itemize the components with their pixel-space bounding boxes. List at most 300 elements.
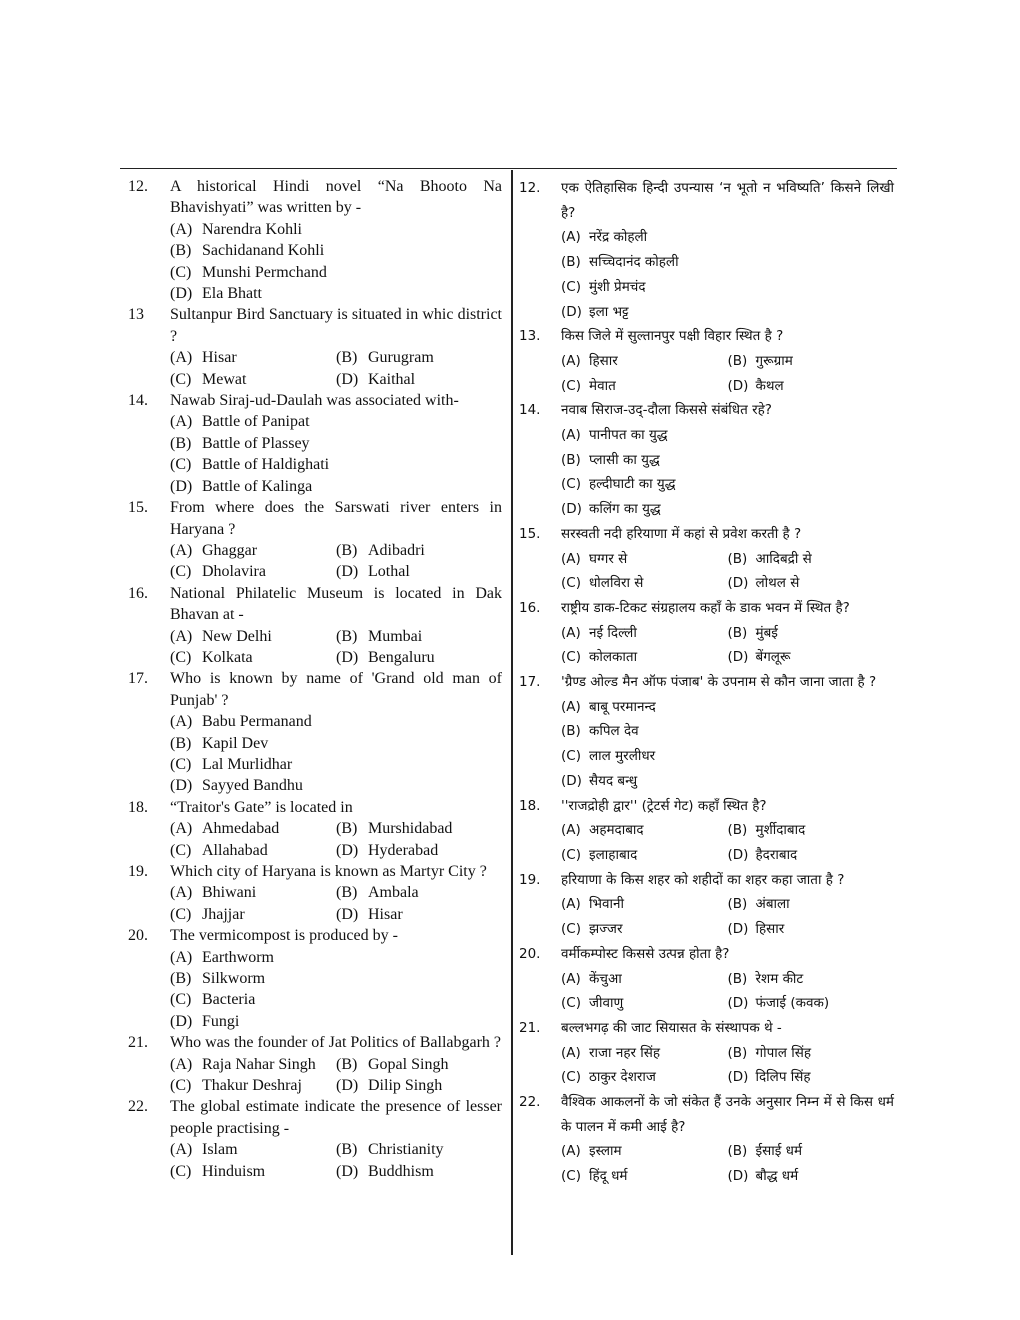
option-text: Bacteria <box>202 991 256 1009</box>
answer-option[interactable] <box>728 1164 895 1189</box>
option-text: Adibadri <box>368 541 425 559</box>
answer-option[interactable] <box>728 374 895 399</box>
option-text: Gopal Singh <box>368 1055 449 1073</box>
option-letter: (C) <box>170 991 192 1009</box>
answer-option[interactable] <box>561 917 728 942</box>
answer-option[interactable] <box>170 1139 336 1160</box>
answer-option[interactable] <box>170 947 502 968</box>
option-letter: (B) <box>561 723 581 740</box>
option-text: Ela Bhatt <box>202 285 262 303</box>
options-row <box>170 647 502 668</box>
question-hindi <box>519 324 894 398</box>
question-number: 15. <box>519 525 541 542</box>
answer-option[interactable] <box>170 369 336 390</box>
answer-option[interactable] <box>561 423 894 448</box>
option-letter: (A) <box>170 948 193 966</box>
question-number: 13. <box>519 328 541 345</box>
options-row <box>561 1139 894 1164</box>
option-text: Dholavira <box>202 563 266 581</box>
answer-option[interactable] <box>728 843 895 868</box>
question-number: 22. <box>128 1098 148 1116</box>
question-body <box>170 1096 502 1182</box>
option-text: हिंदू धर्म <box>589 1168 628 1185</box>
question-hindi <box>519 522 894 596</box>
question-text: A historical Hindi novel “Na Bhooto Na Bhavishyati” was written by - <box>170 178 502 217</box>
answer-option[interactable] <box>170 347 336 368</box>
option-letter: (B) <box>727 1143 748 1160</box>
answer-option[interactable] <box>336 840 502 861</box>
option-text: हल्दीघाटी का युद्ध <box>589 476 676 493</box>
option-letter: (C) <box>170 841 192 859</box>
answer-option[interactable] <box>561 744 894 769</box>
question-english <box>128 583 502 669</box>
answer-option[interactable] <box>170 262 502 283</box>
option-text: हैदराबाद <box>755 846 798 863</box>
answer-option[interactable] <box>336 1161 502 1182</box>
option-letter: (B) <box>336 627 358 645</box>
option-text: घग्गर से <box>589 550 628 567</box>
question-number: 21. <box>128 1034 148 1052</box>
option-letter: (B) <box>561 254 581 271</box>
options-row <box>561 967 894 992</box>
question-number: 14. <box>128 392 148 410</box>
question-text: The vermicompost is produced by - <box>170 927 398 945</box>
option-letter: (D) <box>561 772 582 789</box>
option-text: Battle of Panipat <box>202 413 310 431</box>
options-row <box>170 1161 502 1182</box>
answer-option[interactable] <box>561 1164 728 1189</box>
answer-option[interactable] <box>728 571 895 596</box>
option-letter: (C) <box>561 476 581 493</box>
option-text: Lothal <box>368 563 410 581</box>
options-row <box>170 1139 502 1160</box>
question-english <box>128 668 502 796</box>
answer-option[interactable] <box>561 645 728 670</box>
answer-option[interactable] <box>336 369 502 390</box>
answer-option[interactable] <box>728 991 895 1016</box>
answer-option[interactable] <box>170 711 502 732</box>
answer-option[interactable] <box>336 347 502 368</box>
option-letter: (C) <box>170 563 192 581</box>
answer-option[interactable] <box>561 374 728 399</box>
option-letter: (A) <box>561 822 581 839</box>
option-letter: (B) <box>727 624 748 641</box>
option-letter: (C) <box>170 456 192 474</box>
question-body <box>561 868 894 942</box>
options-row <box>561 1164 894 1189</box>
option-letter: (C) <box>561 995 581 1012</box>
question-number: 12. <box>519 180 541 196</box>
option-letter: (C) <box>561 1168 581 1185</box>
question-number: 15. <box>128 499 148 517</box>
option-text: इला भट्ट <box>589 303 629 320</box>
answer-option[interactable] <box>170 1161 336 1182</box>
options-row <box>170 882 502 903</box>
question-body <box>561 1016 894 1090</box>
question-body <box>170 304 502 390</box>
answer-option[interactable] <box>170 989 502 1010</box>
option-text: हिसार <box>755 921 785 938</box>
question-text: Who was the founder of Jat Politics of Ballabgarh ? <box>170 1034 502 1052</box>
option-text: Kolkata <box>202 648 253 666</box>
answer-option[interactable] <box>561 967 728 992</box>
question-body <box>170 583 502 669</box>
options-row <box>561 843 894 868</box>
option-letter: (D) <box>336 370 359 388</box>
answer-option[interactable] <box>561 300 894 325</box>
option-letter: (C) <box>561 649 581 666</box>
hindi-column <box>519 176 894 1189</box>
answer-option[interactable] <box>170 775 502 796</box>
question-text: नवाब सिराज-उद्-दौला किससे संबंधित रहे? <box>561 402 772 419</box>
answer-option[interactable] <box>170 240 502 261</box>
question-body <box>170 797 502 861</box>
answer-option[interactable] <box>561 250 894 275</box>
question-hindi <box>519 868 894 942</box>
question-english <box>128 797 502 861</box>
option-text: नरेंद्र कोहली <box>589 229 648 246</box>
answer-option[interactable] <box>336 1075 502 1096</box>
option-letter: (A) <box>561 427 581 444</box>
options-row <box>561 991 894 1016</box>
question-number: 21. <box>519 1019 541 1036</box>
question-number: 12. <box>128 178 148 195</box>
option-letter: (A) <box>561 229 581 246</box>
question-english <box>128 1096 502 1182</box>
option-text: Earthworm <box>202 948 274 966</box>
option-letter: (D) <box>170 777 193 795</box>
option-text: Christianity <box>368 1141 444 1159</box>
option-text: गुरूग्राम <box>755 352 793 369</box>
question-body <box>170 668 502 796</box>
options-row <box>170 1075 502 1096</box>
options-row <box>561 917 894 942</box>
question-text: National Philatelic Museum is located in Dak Bhavan at - <box>170 584 502 624</box>
column-divider <box>511 170 513 1255</box>
option-text: फंजाई (कवक) <box>755 995 830 1012</box>
options-row <box>561 1065 894 1090</box>
question-number: 13 <box>128 306 144 324</box>
option-letter: (A) <box>561 550 581 567</box>
answer-option[interactable] <box>170 1054 336 1075</box>
question-text: वैश्विक आकलनों के जो संकेत हैं उनके अनुसार निम्न में से किस धर्म के पालन में कमी आई है? <box>561 1094 894 1135</box>
answer-option[interactable] <box>170 433 502 454</box>
option-letter: (D) <box>336 1077 359 1095</box>
option-text: Ambala <box>368 884 419 902</box>
answer-option[interactable] <box>728 1065 895 1090</box>
option-text: Hinduism <box>202 1162 266 1180</box>
answer-option[interactable] <box>170 411 502 432</box>
question-text: From where does the Sarswati river enters in Haryana ? <box>170 499 502 538</box>
answer-option[interactable] <box>170 1011 502 1032</box>
option-letter: (A) <box>170 349 193 367</box>
english-column <box>128 176 502 1182</box>
options-row <box>170 369 502 390</box>
answer-option[interactable] <box>336 818 502 839</box>
option-text: Mewat <box>202 370 247 388</box>
option-letter: (C) <box>561 748 581 765</box>
answer-option[interactable] <box>561 571 728 596</box>
option-letter: (C) <box>170 648 192 666</box>
option-letter: (A) <box>561 352 581 369</box>
option-letter: (A) <box>561 970 581 987</box>
option-text: राजा नहर सिंह <box>589 1044 661 1061</box>
answer-option[interactable] <box>561 497 894 522</box>
question-text: हरियाणा के किस शहर को शहीदों का शहर कहा जाता है ? <box>561 871 845 888</box>
option-letter: (C) <box>561 846 581 863</box>
answer-option[interactable] <box>170 454 502 475</box>
options-row <box>561 571 894 596</box>
option-letter: (D) <box>336 841 359 859</box>
option-letter: (B) <box>336 541 358 559</box>
answer-option[interactable] <box>170 626 336 647</box>
options-row <box>170 818 502 839</box>
option-text: Jhajjar <box>202 905 245 923</box>
answer-option[interactable] <box>728 1041 895 1066</box>
option-text: Gurugram <box>368 349 434 367</box>
option-letter: (C) <box>561 921 581 938</box>
option-text: Battle of Kalinga <box>202 477 313 495</box>
answer-option[interactable] <box>728 547 895 572</box>
answer-option[interactable] <box>170 283 502 304</box>
answer-option[interactable] <box>728 967 895 992</box>
option-letter: (B) <box>336 349 358 367</box>
answer-option[interactable] <box>561 472 894 497</box>
answer-option[interactable] <box>728 645 895 670</box>
question-number: 20. <box>519 945 541 962</box>
option-text: Buddhism <box>368 1162 434 1180</box>
option-letter: (B) <box>170 970 192 988</box>
question-number: 18. <box>519 797 541 814</box>
answer-option[interactable] <box>561 547 728 572</box>
option-letter: (B) <box>336 820 358 838</box>
option-text: मुंशी प्रेमचंद <box>589 278 646 295</box>
answer-option[interactable] <box>561 448 894 473</box>
option-letter: (D) <box>561 303 582 320</box>
option-text: आदिबद्री से <box>755 550 812 567</box>
question-english <box>128 497 502 583</box>
answer-option[interactable] <box>561 843 728 868</box>
question-body <box>561 794 894 868</box>
option-text: लोथल से <box>755 575 800 592</box>
answer-option[interactable] <box>728 1139 895 1164</box>
question-text: Who is known by name of 'Grand old man of Punjab' ? <box>170 670 502 709</box>
answer-option[interactable] <box>336 647 502 668</box>
option-letter: (B) <box>561 451 581 468</box>
option-text: Narendra Kohli <box>202 220 302 238</box>
option-text: पानीपत का युद्ध <box>589 427 668 444</box>
option-letter: (B) <box>727 550 748 567</box>
answer-option[interactable] <box>561 225 894 250</box>
option-letter: (C) <box>170 905 192 923</box>
option-text: Kaithal <box>368 370 416 388</box>
question-text: किस जिले में सुल्तानपुर पक्षी विहार स्थित है ? <box>561 328 784 345</box>
option-text: Murshidabad <box>368 820 453 838</box>
options-row <box>561 1041 894 1066</box>
option-letter: (A) <box>170 713 193 731</box>
question-body <box>561 942 894 1016</box>
answer-option[interactable] <box>336 1139 502 1160</box>
option-letter: (D) <box>727 1069 749 1086</box>
answer-option[interactable] <box>561 1139 728 1164</box>
option-letter: (D) <box>727 846 749 863</box>
answer-option[interactable] <box>336 626 502 647</box>
option-text: हिसार <box>589 352 618 369</box>
options-row <box>561 645 894 670</box>
option-text: लाल मुरलीधर <box>589 748 656 765</box>
option-text: Ghaggar <box>202 541 258 559</box>
option-letter: (D) <box>170 1012 193 1030</box>
options-row <box>561 892 894 917</box>
question-hindi <box>519 596 894 670</box>
question-text: एक ऐतिहासिक हिन्दी उपन्यास ‘न भूतो न भविष्यति’ किसने लिखी है? <box>561 180 894 221</box>
answer-option[interactable] <box>561 991 728 1016</box>
answer-option[interactable] <box>336 882 502 903</box>
answer-option[interactable] <box>561 695 894 720</box>
options-row <box>170 626 502 647</box>
question-hindi <box>519 1016 894 1090</box>
answer-option[interactable] <box>561 769 894 794</box>
option-text: Dilip Singh <box>368 1077 443 1095</box>
option-letter: (B) <box>727 822 748 839</box>
option-text: अंबाला <box>755 896 790 913</box>
answer-option[interactable] <box>728 892 895 917</box>
question-text: वर्मीकम्पोस्ट किससे उत्पन्न होता है? <box>561 945 730 962</box>
question-english <box>128 304 502 390</box>
option-letter: (B) <box>170 242 192 260</box>
option-text: Munshi Permchand <box>202 263 327 281</box>
option-letter: (D) <box>336 905 359 923</box>
option-letter: (A) <box>170 627 193 645</box>
option-letter: (A) <box>561 896 581 913</box>
answer-option[interactable] <box>728 818 895 843</box>
answer-option[interactable] <box>170 476 502 497</box>
question-body <box>561 176 894 324</box>
option-text: सच्चिदानंद कोहली <box>589 254 679 271</box>
answer-option[interactable] <box>170 754 502 775</box>
answer-option[interactable] <box>170 733 502 754</box>
question-hindi <box>519 794 894 868</box>
answer-option[interactable] <box>728 349 895 374</box>
option-letter: (D) <box>170 477 193 495</box>
option-letter: (B) <box>727 352 748 369</box>
answer-option[interactable] <box>170 561 336 582</box>
option-text: New Delhi <box>202 627 272 645</box>
answer-option[interactable] <box>728 621 895 646</box>
answer-option[interactable] <box>728 917 895 942</box>
answer-option[interactable] <box>336 540 502 561</box>
option-text: ठाकुर देशराज <box>589 1069 656 1086</box>
question-body <box>170 925 502 1032</box>
option-letter: (A) <box>170 413 193 431</box>
option-text: कलिंग का युद्ध <box>589 501 661 518</box>
option-text: Bhiwani <box>202 884 257 902</box>
answer-option[interactable] <box>336 1054 502 1075</box>
answer-option[interactable] <box>170 904 336 925</box>
answer-option[interactable] <box>170 647 336 668</box>
option-text: Battle of Haldighati <box>202 456 330 474</box>
option-letter: (A) <box>561 1044 581 1061</box>
option-letter: (C) <box>561 278 581 295</box>
question-text: Sultanpur Bird Sanctuary is situated in whic district ? <box>170 306 502 345</box>
option-text: Kapil Dev <box>202 734 269 752</box>
options-row <box>170 1054 502 1075</box>
answer-option[interactable] <box>170 219 502 240</box>
option-letter: (C) <box>170 263 192 281</box>
question-body <box>170 176 502 304</box>
option-text: Raja Nahar Singh <box>202 1055 316 1073</box>
option-text: ईसाई धर्म <box>755 1143 803 1160</box>
answer-option[interactable] <box>336 904 502 925</box>
question-text: Nawab Siraj-ud-Daulah was associated with- <box>170 392 459 410</box>
answer-option[interactable] <box>561 275 894 300</box>
option-text: Thakur Deshraj <box>202 1077 302 1095</box>
question-english <box>128 1032 502 1096</box>
answer-option[interactable] <box>170 840 336 861</box>
option-text: Fungi <box>202 1012 240 1030</box>
option-text: बाबू परमानन्द <box>589 698 656 715</box>
option-text: दिलिप सिंह <box>755 1069 811 1086</box>
answer-option[interactable] <box>170 818 336 839</box>
options-row <box>170 347 502 368</box>
answer-option[interactable] <box>561 349 728 374</box>
option-text: अहमदाबाद <box>589 822 644 839</box>
option-letter: (B) <box>727 970 748 987</box>
options-row <box>561 374 894 399</box>
answer-option[interactable] <box>561 719 894 744</box>
option-letter: (A) <box>561 698 581 715</box>
option-text: जीवाणु <box>589 995 624 1012</box>
question-number: 22. <box>519 1094 541 1111</box>
answer-option[interactable] <box>561 1041 728 1066</box>
answer-option[interactable] <box>561 621 728 646</box>
answer-option[interactable] <box>170 1075 336 1096</box>
answer-option[interactable] <box>561 818 728 843</box>
option-letter: (C) <box>170 370 192 388</box>
answer-option[interactable] <box>170 882 336 903</box>
option-text: Mumbai <box>368 627 423 645</box>
option-text: मुंबई <box>755 624 778 641</box>
question-text: 'ग्रैण्ड ओल्ड मैन ऑफ पंजाब' के उपनाम से कौन जाना जाता है ? <box>561 674 877 691</box>
option-text: Hyderabad <box>368 841 439 859</box>
option-text: मुर्शीदाबाद <box>755 822 806 839</box>
question-body <box>561 1090 894 1189</box>
option-letter: (A) <box>170 1055 193 1073</box>
options-row <box>170 840 502 861</box>
answer-option[interactable] <box>170 968 502 989</box>
question-body <box>561 670 894 794</box>
question-number: 16. <box>128 584 148 602</box>
options-row <box>170 540 502 561</box>
answer-option[interactable] <box>336 561 502 582</box>
question-english <box>128 925 502 1032</box>
question-body <box>561 596 894 670</box>
question-number: 19. <box>519 871 541 888</box>
option-text: झज्जर <box>589 921 623 938</box>
question-number: 19. <box>128 863 148 880</box>
option-letter: (D) <box>727 921 749 938</box>
option-text: नई दिल्ली <box>589 624 637 641</box>
answer-option[interactable] <box>561 1065 728 1090</box>
option-letter: (C) <box>561 575 581 592</box>
answer-option[interactable] <box>170 540 336 561</box>
option-letter: (C) <box>170 755 192 773</box>
option-text: भिवानी <box>589 896 624 913</box>
option-text: मेवात <box>589 377 616 394</box>
answer-option[interactable] <box>561 892 728 917</box>
option-text: Silkworm <box>202 970 266 988</box>
option-text: इस्लाम <box>589 1143 622 1160</box>
